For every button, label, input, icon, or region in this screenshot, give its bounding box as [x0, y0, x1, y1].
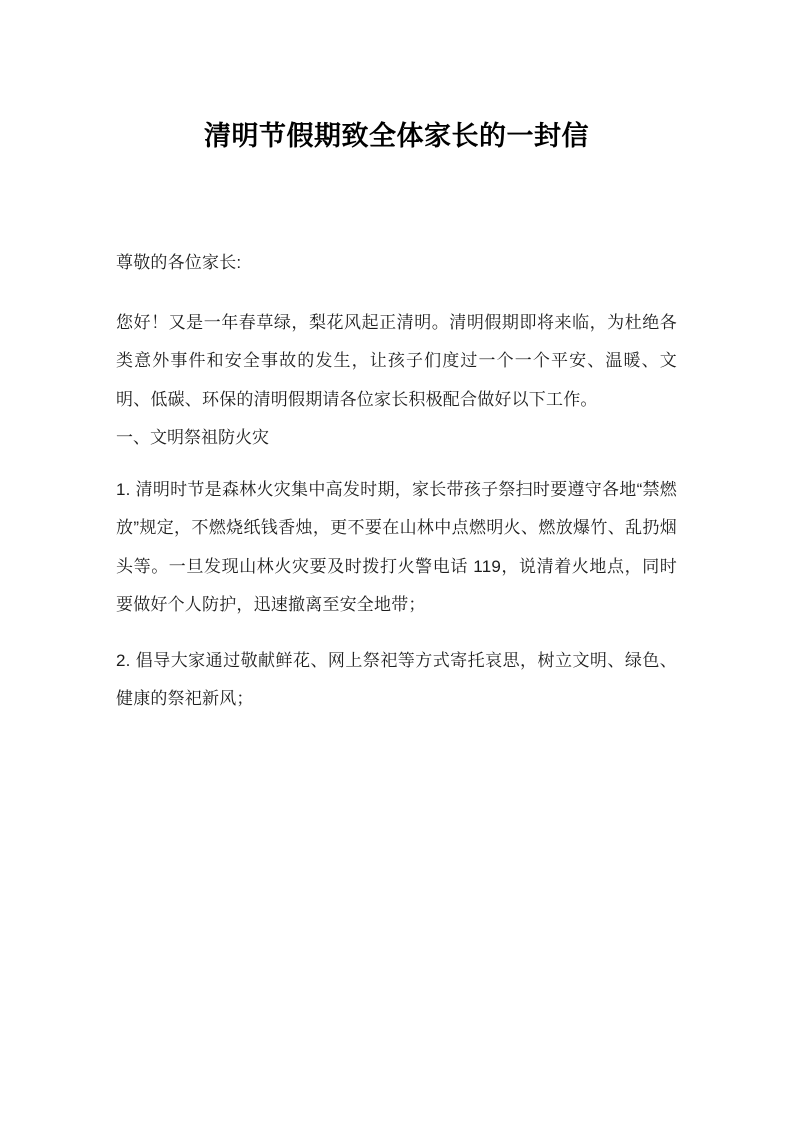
document-body — [116, 244, 677, 719]
page-title: 清明节假期致全体家长的一封信 — [204, 121, 589, 151]
salutation: 尊敬的各位家长: — [116, 252, 242, 272]
section-1-item-2: 2. 倡导大家通过敬献鲜花、网上祭祀等方式寄托哀思，树立文明、绿色、健康的祭祀新风； — [116, 651, 677, 709]
section-heading-1: 一、文明祭祖防火灾 — [116, 427, 269, 447]
spacer — [116, 457, 677, 471]
intro-paragraph: 您好！又是一年春草绿，梨花风起正清明。清明假期即将来临，为杜绝各类意外事件和安全事故的发生，让孩子们度过一个一个平安、温暖、文明、低碳、环保的清明假期请各位家长积极配合做好以下工作。 — [116, 313, 677, 409]
section-1-item-1: 1. 清明时节是森林火灾集中高发时期，家长带孩子祭扫时要遵守各地“禁燃放”规定，不燃烧纸钱香烛，更不要在山林中点燃明火、燃放爆竹、乱扔烟头等。一旦发现山林火灾要及时拨打火警电话 119，说清着火地点，同时要做好个人防护，迅速撤离至安全地带； — [116, 480, 677, 614]
